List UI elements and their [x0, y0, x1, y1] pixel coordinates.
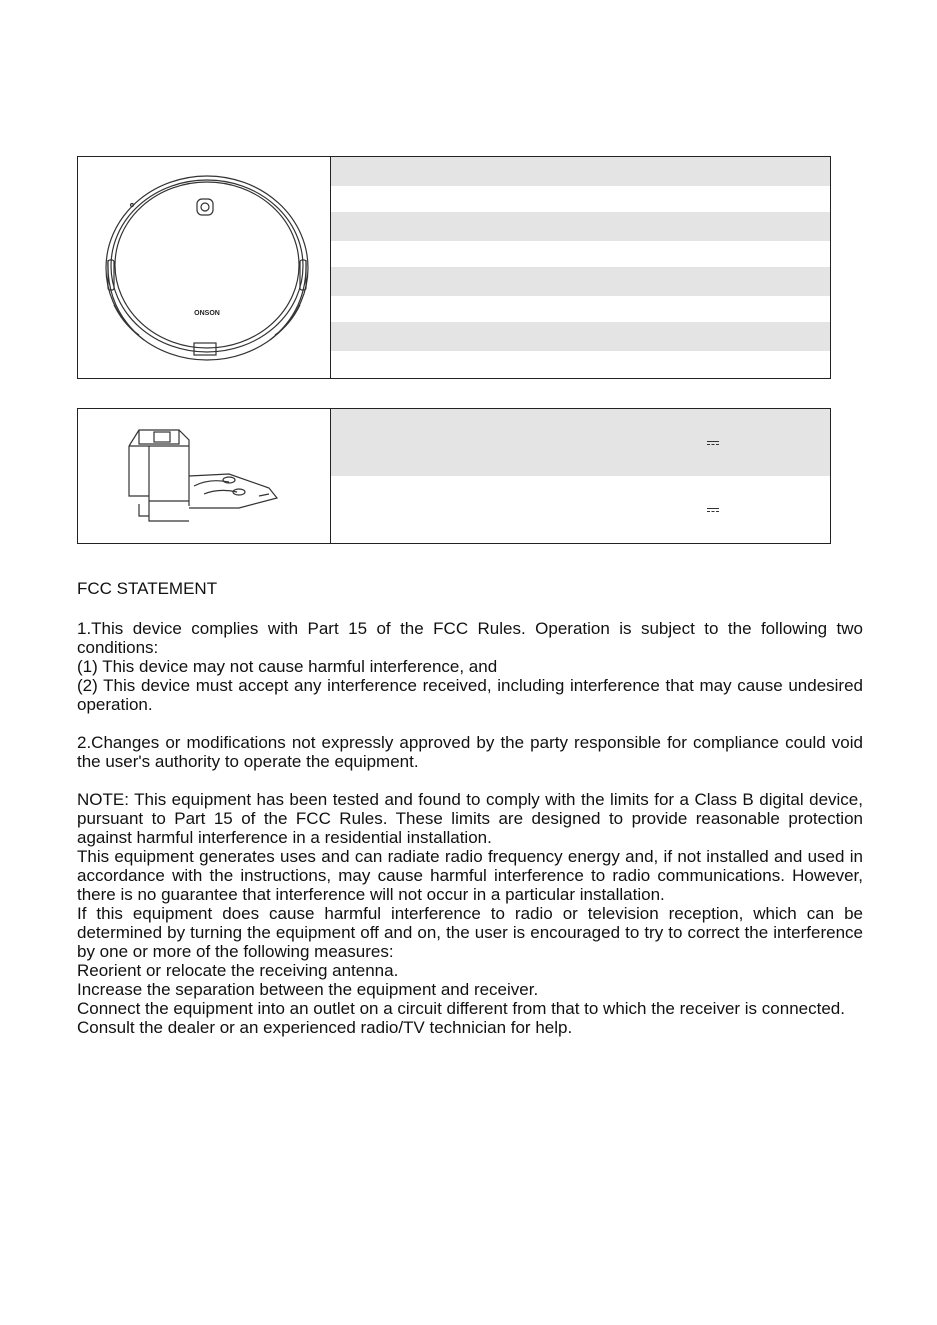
- fcc-paragraph: Reorient or relocate the receiving antenna.: [77, 961, 399, 980]
- fcc-paragraph: 1.This device complies with Part 15 of the FCC Rules. Operation is subject to the following two conditions:: [77, 619, 863, 657]
- paragraph-spacer: [77, 771, 863, 790]
- paragraph-spacer: [77, 714, 863, 733]
- charging-dock-illustration: [119, 416, 289, 536]
- robot-spec-row: [331, 186, 830, 212]
- dock-spec-row: [331, 476, 830, 543]
- robot-image-cell: [78, 157, 331, 378]
- fcc-statement: [77, 578, 863, 1037]
- robot-spec-row: [331, 322, 830, 351]
- fcc-paragraph: (2) This device must accept any interference received, including interference that may cause undesired operation.: [77, 676, 863, 714]
- fcc-paragraph: (1) This device may not cause harmful interference, and: [77, 657, 498, 676]
- fcc-paragraph: Increase the separation between the equipment and receiver.: [77, 980, 539, 999]
- dock-spec-rows: [331, 409, 830, 543]
- dock-spec-row: [331, 409, 830, 476]
- robot-spec-row: [331, 351, 830, 378]
- dock-spec-table: [77, 408, 831, 544]
- robot-spec-rows: [331, 157, 830, 378]
- fcc-paragraph: Consult the dealer or an experienced radio/TV technician for help.: [77, 1018, 573, 1037]
- robot-spec-row: [331, 157, 830, 186]
- dc-symbol-icon: [707, 508, 719, 513]
- robot-vacuum-illustration: [84, 160, 324, 375]
- robot-spec-row: [331, 212, 830, 241]
- fcc-paragraph: Connect the equipment into an outlet on a circuit different from that to which the receiver is connected.: [77, 999, 845, 1018]
- fcc-paragraph: NOTE: This equipment has been tested and found to comply with the limits for a Class B digital device, pursuant to Part 15 of the FCC Rules. These limits are designed to provide reasonable protection against harmful interference in a residential installation.: [77, 790, 863, 847]
- fcc-paragraph: This equipment generates uses and can radiate radio frequency energy and, if not installed and used in accordance with the instructions, may cause harmful interference to radio communications. However, there is no guarantee that interference will not occur in a particular installation.: [77, 847, 863, 904]
- fcc-paragraph: If this equipment does cause harmful interference to radio or television reception, which can be determined by turning the equipment off and on, the user is encouraged to try to correct the interference by one or more of the following measures:: [77, 904, 863, 961]
- robot-spec-row: [331, 267, 830, 296]
- fcc-paragraph: 2.Changes or modifications not expressly approved by the party responsible for compliance could void the user's authority to operate the equipment.: [77, 733, 863, 771]
- robot-spec-row: [331, 296, 830, 322]
- robot-spec-table: [77, 156, 831, 379]
- robot-logo: ONSON: [194, 310, 220, 317]
- dock-image-cell: [78, 409, 331, 543]
- robot-spec-row: [331, 241, 830, 267]
- fcc-heading: FCC STATEMENT: [77, 579, 218, 598]
- dc-symbol-icon: [707, 441, 719, 446]
